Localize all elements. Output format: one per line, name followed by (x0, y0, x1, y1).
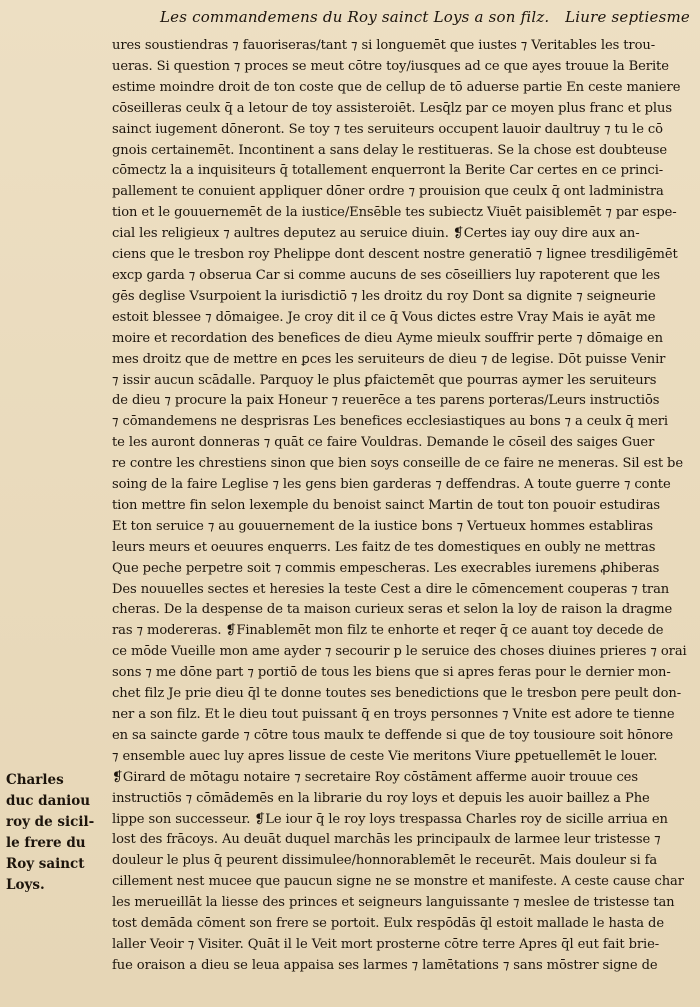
text-line: chet filz Je prie dieu q̄l te donne toutes ses benedictions que le tresbon pere peult don- (112, 686, 682, 702)
text-line: ures soustiendras ⁊ fauoriseras/tant ⁊ si longuemēt que iustes ⁊ Veritables les trou- (112, 38, 656, 53)
margin-note-line: Charles (6, 772, 64, 788)
text-line: ⁊ ensemble auec luy apres lissue de ceste Vie meritons Viure ꝑpetuellemēt le louer. (112, 748, 658, 764)
text-line: gnois certainemēt. Incontinent a sans delay le restitueras. Se la chose est doubteuse (112, 142, 668, 158)
margin-note-line: Roy sainct (6, 856, 85, 872)
margin-note-line: duc daniou (6, 793, 91, 809)
book-label: Liure septiesme (565, 8, 690, 26)
running-header (160, 4, 690, 30)
text-line: douleur le plus q̄ peurent dissimulee/honnorablemēt le receurēt. Mais douleur si fa (112, 853, 658, 869)
text-line: instructiōs ⁊ cōmādemēs en la librarie du roy loys et depuis les auoir baillez a Phe (112, 790, 650, 806)
text-line: laller Veoir ⁊ Visiter. Quāt il le Veit mort prosterne cōtre terre Apres q̄l eut fait brie- (112, 936, 660, 952)
text-line: excp garda ⁊ obserua Car si comme aucuns de ses cōseilliers luy rapoterent que les (112, 267, 661, 283)
text-line: Des nouuelles sectes et heresies la teste Cest a dire le cōmencement couperas ⁊ tran (112, 581, 670, 597)
text-line: de dieu ⁊ procure la paix Honeur ⁊ reuerēce a tes parens porteras/Leurs instructiōs (112, 393, 660, 409)
text-line: sainct iugement dōneront. Se toy ⁊ tes seruiteurs occupent lauoir daultruy ⁊ tu le cō (112, 121, 663, 137)
text-line: pallement te conuient appliquer dōner ordre ⁊ prouision que ceulx q̄ ont ladministra (112, 184, 664, 200)
text-line: cial les religieux ⁊ aultres deputez au seruice diuin. ❡Certes iay ouy dire aux an- (112, 226, 640, 242)
text-line: estime moindre droit de ton coste que de cellup de tō aduerse partie En ceste maniere (112, 79, 681, 95)
main-text-column (112, 36, 692, 997)
text-line: ner a son filz. Et le dieu tout puissant q̄ en troys personnes ⁊ Vnite est adore te tienne (112, 707, 675, 722)
margin-note-line: Loys. (6, 877, 45, 893)
text-line: ueras. Si question ⁊ proces se meut cōtre toy/iusques ad ce que ayes trouue la Berite (112, 58, 669, 74)
text-line: moire et recordation des benefices de dieu Ayme mieulx souffrir perte ⁊ dōmaige en (112, 330, 663, 346)
text-line: ce mōde Vueille mon ame ayder ⁊ secourir p le seruice des choses diuines prieres ⁊ orai (112, 644, 687, 660)
text-line: mes droitz que de mettre en ꝑces les seruiteurs de dieu ⁊ de legise. Dōt puisse Venir (112, 351, 666, 367)
text-line: ⁊ cōmandemens ne desprisras Les benefices ecclesiastiques au bons ⁊ a ceulx q̄ meri (112, 414, 668, 430)
text-line: ⁊ issir aucun scādalle. Parquoy le plus ꝑfaictemēt que pourras aymer les seruiteurs (112, 372, 657, 388)
text-line: cōseilleras ceulx q̄ a letour de toy assisteroiēt. Lesq̄lz par ce moyen plus franc et plus (112, 100, 672, 116)
text-line: tion mettre fin selon lexemple du benoist sainct Martin de tout ton pouoir estudiras (112, 497, 661, 513)
text-line: re contre les chrestiens sinon que bien soys conseille de ce faire ne meneras. Sil est be (112, 456, 683, 472)
text-line: lippe son successeur. ❡Le iour q̄ le roy loys trespassa Charles roy de sicille arriua en (112, 811, 668, 827)
text-line: lost des frācoys. Au deuāt duquel marchās les principaulx de larmee leur tristesse ⁊ (112, 832, 661, 848)
running-title: Les commandemens du Roy sainct Loys a son filz. (160, 8, 550, 26)
text-line: fue oraison a dieu se leua appaisa ses larmes ⁊ lamētations ⁊ sans mōstrer signe de (112, 957, 658, 973)
margin-note-line: le frere du (6, 835, 86, 851)
text-line: gēs deglise Vsurpoient la iurisdictiō ⁊ les droitz du roy Dont sa dignite ⁊ seigneurie (112, 288, 656, 304)
text-line: cōmectz la a inquisiteurs q̄ totallement enquerront la Berite Car certes en ce princi- (112, 163, 664, 179)
text-line: cheras. De la despense de ta maison curieux seras et selon la loy de raison la dragme (112, 602, 673, 618)
text-line: ciens que le tresbon roy Phelippe dont descent nostre generatiō ⁊ lignee tresdiligēmēt (112, 247, 678, 263)
text-line: soing de la faire Leglise ⁊ les gens bien garderas ⁊ deffendras. A toute guerre ⁊ conte (112, 477, 671, 493)
text-line: ras ⁊ modereras. ❡Finablemēt mon filz te enhorte et reqer q̄ ce auant toy decede de (112, 623, 664, 639)
marginal-note (6, 770, 98, 896)
text-line: en sa saincte garde ⁊ cōtre tous maulx te deffende si que de toy tousioure soit hōnore (112, 727, 674, 743)
text-line: ❡Girard de mōtagu notaire ⁊ secretaire Roy cōstāment afferme auoir trouue ces (112, 769, 638, 785)
text-line: Que peche perpetre soit ⁊ commis empescheras. Les execrables iuremens ꝓhiberas (112, 560, 660, 576)
text-line: les merueillāt la liesse des princes et seigneurs languissante ⁊ meslee de tristesse tan (112, 895, 675, 911)
text-line: sons ⁊ me dōne part ⁊ portiō de tous les biens que si apres feras pour le dernier mon- (112, 665, 671, 681)
text-line: estoit blessee ⁊ dōmaigee. Je croy dit il ce q̄ Vous dictes estre Vray Mais ie ayāt me (112, 309, 656, 325)
margin-note-line: roy de sicil- (6, 814, 95, 830)
text-line: tion et le gouuernemēt de la iustice/Ensēble tes subiectz Viuēt paisiblemēt ⁊ par espe- (112, 205, 677, 221)
text-line: te les auront donneras ⁊ quāt ce faire Vouldras. Demande le cōseil des saiges Guer (112, 435, 655, 451)
text-line: cillement nest mucee que paucun signe ne se monstre et manifeste. A ceste cause char (112, 874, 684, 890)
text-line: leurs meurs et oeuures enquerrs. Les faitz de tes domestiques en oubly ne mettras (112, 539, 656, 555)
text-line: Et ton seruice ⁊ au gouuernement de la iustice bons ⁊ Vertueux hommes establiras (112, 518, 654, 534)
text-line: tost demāda cōment son frere se portoit. Eulx respōdās q̄l estoit mallade le hasta de (112, 916, 664, 932)
